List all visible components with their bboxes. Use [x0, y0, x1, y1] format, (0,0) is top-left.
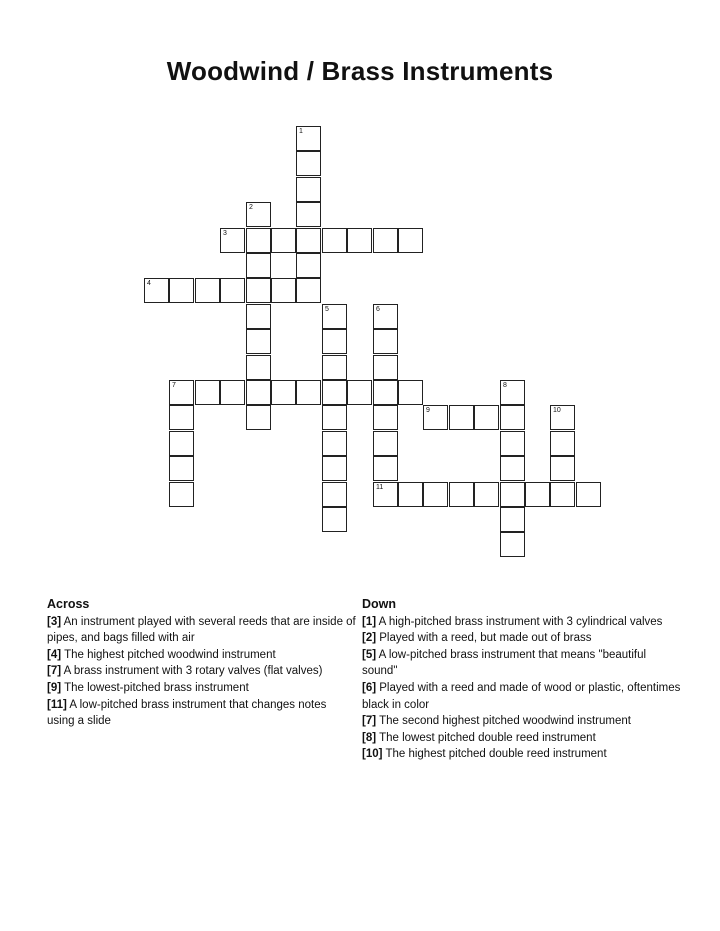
clue-number: [11]: [47, 698, 67, 711]
grid-cell[interactable]: [500, 507, 525, 532]
down-heading: Down: [362, 597, 397, 611]
clue-number: [3]: [47, 615, 62, 628]
clue-text: An instrument played with several reeds that are inside of pipes, and bags filled with air: [47, 615, 356, 645]
clue-number: [7]: [47, 665, 62, 678]
grid-cell[interactable]: [246, 253, 271, 278]
grid-cell[interactable]: [296, 202, 321, 227]
grid-cell[interactable]: [373, 304, 398, 329]
grid-cell[interactable]: [500, 380, 525, 405]
cell-number: 2: [249, 204, 253, 211]
cell-number: 5: [325, 306, 329, 313]
clue-text: A high-pitched brass instrument with 3 cylindrical valves: [378, 615, 663, 628]
grid-cell[interactable]: [449, 482, 474, 507]
clue-text: A brass instrument with 3 rotary valves (flat valves): [63, 665, 323, 678]
grid-cell[interactable]: [169, 405, 194, 430]
grid-cell[interactable]: [296, 126, 321, 151]
grid-cell[interactable]: [220, 278, 245, 303]
cell-number: 8: [503, 382, 507, 389]
clue-text: The lowest-pitched brass instrument: [64, 681, 249, 694]
grid-cell[interactable]: [144, 278, 169, 303]
clue-down-10: [362, 746, 682, 763]
grid-cell[interactable]: [373, 482, 398, 507]
grid-cell[interactable]: [500, 482, 525, 507]
clue-number: [8]: [362, 731, 377, 744]
grid-cell[interactable]: [271, 278, 296, 303]
clue-text: The second highest pitched woodwind instrument: [379, 715, 631, 728]
grid-cell[interactable]: [322, 228, 347, 253]
grid-cell[interactable]: [500, 431, 525, 456]
clue-number: [7]: [362, 715, 377, 728]
clue-text: Played with a reed and made of wood or plastic, oftentimes black in color: [362, 681, 681, 711]
grid-cell[interactable]: [398, 228, 423, 253]
grid-cell[interactable]: [398, 380, 423, 405]
grid-cell[interactable]: [322, 507, 347, 532]
grid-cell[interactable]: [220, 380, 245, 405]
grid-cell[interactable]: [550, 456, 575, 481]
clue-number: [9]: [47, 681, 62, 694]
grid-cell[interactable]: [169, 456, 194, 481]
grid-cell[interactable]: [373, 355, 398, 380]
grid-cell[interactable]: [322, 456, 347, 481]
grid-cell[interactable]: [246, 355, 271, 380]
grid-cell[interactable]: [271, 228, 296, 253]
clue-number: [4]: [47, 648, 62, 661]
grid-cell[interactable]: [322, 304, 347, 329]
grid-cell[interactable]: [322, 431, 347, 456]
grid-cell[interactable]: [474, 482, 499, 507]
grid-cell[interactable]: [296, 228, 321, 253]
grid-cell[interactable]: [423, 482, 448, 507]
grid-cell[interactable]: [322, 405, 347, 430]
grid-cell[interactable]: [550, 405, 575, 430]
clue-down-8: [362, 730, 682, 747]
grid-cell[interactable]: [449, 405, 474, 430]
clue-number: [5]: [362, 648, 377, 661]
clue-across-11: [47, 697, 357, 730]
cell-number: 10: [553, 407, 561, 414]
clue-down-6: [362, 680, 682, 713]
grid-cell[interactable]: [246, 228, 271, 253]
grid-cell[interactable]: [525, 482, 550, 507]
grid-cell[interactable]: [373, 380, 398, 405]
across-heading: Across: [47, 597, 90, 611]
cell-number: 6: [376, 306, 380, 313]
clue-text: The lowest pitched double reed instrument: [379, 731, 596, 744]
grid-cell[interactable]: [195, 278, 220, 303]
clue-across-3: [47, 614, 357, 647]
grid-cell[interactable]: [373, 456, 398, 481]
clue-number: [1]: [362, 615, 377, 628]
grid-cell[interactable]: [576, 482, 601, 507]
clue-across-4: [47, 647, 357, 664]
grid-cell[interactable]: [169, 380, 194, 405]
clue-down-2: [362, 630, 682, 647]
grid-cell[interactable]: [246, 304, 271, 329]
grid-cell[interactable]: [322, 355, 347, 380]
grid-cell[interactable]: [169, 431, 194, 456]
grid-cell[interactable]: [296, 380, 321, 405]
grid-cell[interactable]: [500, 456, 525, 481]
grid-cell[interactable]: [271, 380, 296, 405]
across-clues: [47, 596, 357, 730]
grid-cell[interactable]: [373, 405, 398, 430]
clue-number: [6]: [362, 681, 377, 694]
grid-cell[interactable]: [195, 380, 220, 405]
grid-cell[interactable]: [169, 278, 194, 303]
grid-cell[interactable]: [322, 482, 347, 507]
grid-cell[interactable]: [550, 482, 575, 507]
cell-number: 9: [426, 407, 430, 414]
cell-number: 1: [299, 128, 303, 135]
grid-cell[interactable]: [246, 202, 271, 227]
grid-cell[interactable]: [398, 482, 423, 507]
clue-down-7: [362, 713, 682, 730]
clue-text: The highest pitched woodwind instrument: [64, 648, 276, 661]
grid-cell[interactable]: [246, 380, 271, 405]
grid-cell[interactable]: [500, 405, 525, 430]
grid-cell[interactable]: [296, 253, 321, 278]
clue-text: A low-pitched brass instrument that changes notes using a slide: [47, 698, 327, 728]
grid-cell[interactable]: [246, 329, 271, 354]
down-clues: [362, 596, 682, 763]
cell-number: 7: [172, 382, 176, 389]
clue-across-9: [47, 680, 357, 697]
grid-cell[interactable]: [423, 405, 448, 430]
grid-cell[interactable]: [296, 177, 321, 202]
grid-cell[interactable]: [220, 228, 245, 253]
grid-cell[interactable]: [296, 278, 321, 303]
clue-text: Played with a reed, but made out of brass: [379, 632, 592, 645]
grid-cell[interactable]: [169, 482, 194, 507]
clue-number: [10]: [362, 748, 383, 761]
grid-cell[interactable]: [474, 405, 499, 430]
grid-cell[interactable]: [296, 151, 321, 176]
grid-cell[interactable]: [322, 380, 347, 405]
clue-down-5: [362, 647, 682, 680]
clue-text: A low-pitched brass instrument that means "beautiful sound": [362, 648, 647, 678]
grid-cell[interactable]: [246, 278, 271, 303]
cell-number: 11: [376, 484, 384, 491]
clue-across-7: [47, 663, 357, 680]
page-title: Woodwind / Brass Instruments: [166, 56, 554, 86]
clue-down-1: [362, 614, 682, 631]
cell-number: 3: [223, 230, 227, 237]
grid-cell[interactable]: [246, 405, 271, 430]
grid-cell[interactable]: [500, 532, 525, 557]
clue-text: The highest pitched double reed instrument: [385, 748, 607, 761]
cell-number: 4: [147, 280, 151, 287]
grid-cell[interactable]: [373, 329, 398, 354]
grid-cell[interactable]: [550, 431, 575, 456]
grid-cell[interactable]: [322, 329, 347, 354]
grid-cell[interactable]: [347, 380, 372, 405]
grid-cell[interactable]: [373, 228, 398, 253]
grid-cell[interactable]: [373, 431, 398, 456]
clue-number: [2]: [362, 632, 377, 645]
grid-cell[interactable]: [347, 228, 372, 253]
